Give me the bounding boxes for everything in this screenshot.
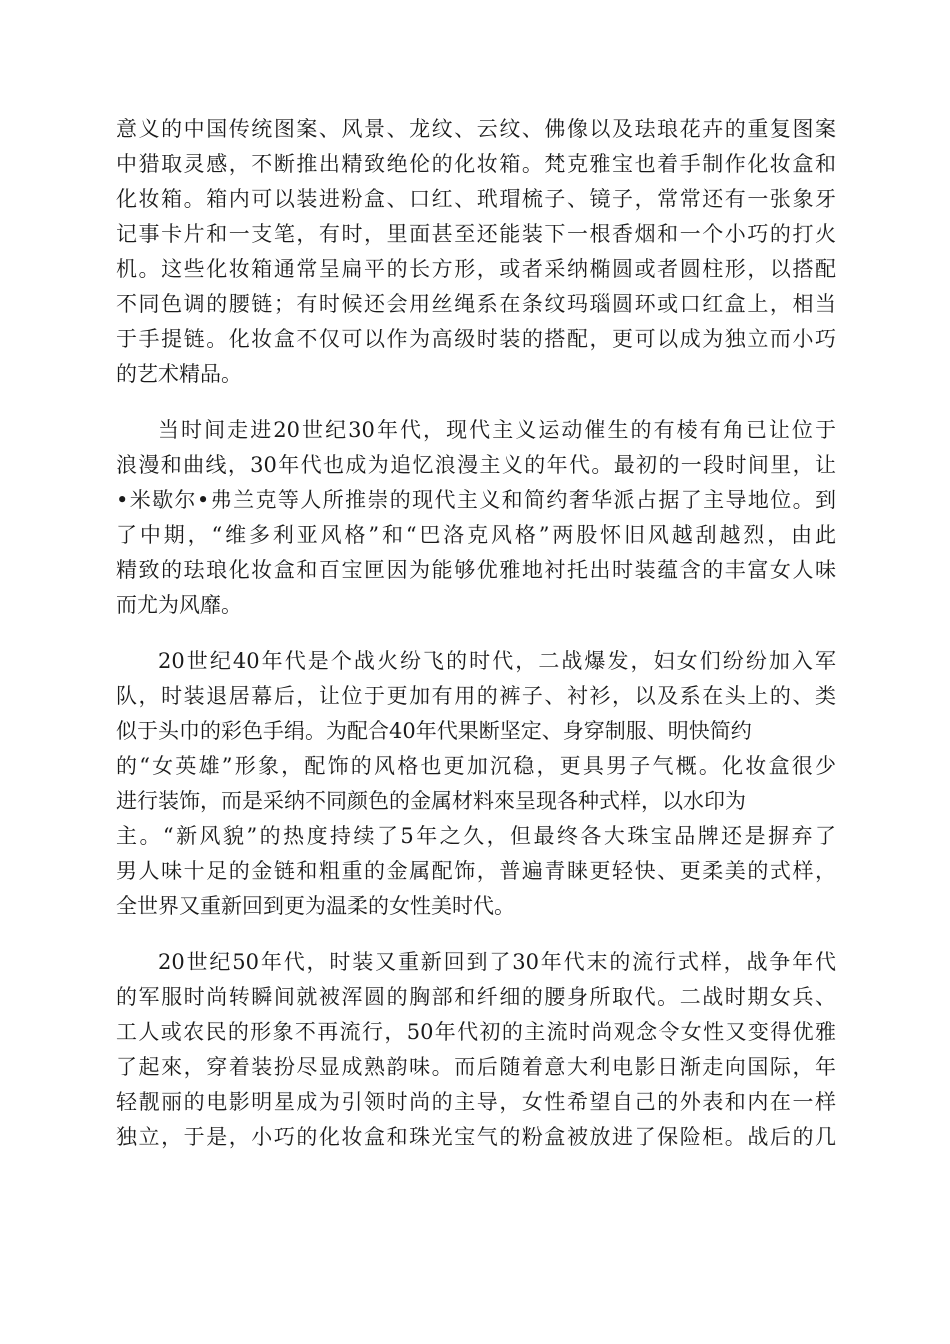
text-line: 的“女英雄”形象，配饰的风格也更加沉稳，更具男子气概。化妆盒很少: [116, 754, 836, 778]
document-page: [116, 112, 836, 1176]
text-line: 似于头巾的彩色手绢。为配合40年代果断坚定、身穿制服、明快简约: [116, 719, 752, 743]
text-line: 独立，于是，小巧的化妆盒和珠光宝气的粉盒被放进了保险柜。战后的几: [116, 1125, 836, 1149]
text-line: 轻靓丽的电影明星成为引领时尚的主导，女性希望自己的外表和内在一样: [116, 1090, 836, 1114]
text-line: 而尤为风靡。: [116, 593, 242, 617]
text-line: 浪漫和曲线，30年代也成为追忆浪漫主义的年代。最初的一段时间里，让: [116, 453, 836, 477]
paragraph-1: [116, 112, 836, 392]
text-line: 全世界又重新回到更为温柔的女性美时代。: [116, 894, 515, 918]
text-line: 当时间走进20世纪30年代，现代主义运动催生的有棱有角已让位于: [158, 418, 836, 442]
text-line: 20世纪50年代，时装又重新回到了30年代末的流行式样，战争年代: [158, 950, 836, 974]
text-line: •米歇尔•弗兰克等人所推崇的现代主义和简约奢华派占据了主导地位。到: [116, 488, 836, 512]
text-line: 化妆箱。箱内可以装进粉盒、口红、玳瑁梳子、镜子，常常还有一张象牙: [116, 187, 836, 211]
text-line: 记事卡片和一支笔，有时，里面甚至还能装下一根香烟和一个小巧的打火: [116, 222, 836, 246]
paragraph-3: [116, 644, 836, 924]
text-line: 于手提链。化妆盒不仅可以作为高级时装的搭配，更可以成为独立而小巧: [116, 327, 836, 351]
paragraph-2: [116, 413, 836, 623]
text-line: 主。“新风貌”的热度持续了5年之久，但最终各大珠宝品牌还是摒弃了: [116, 824, 836, 848]
text-line: 进行装饰，而是采纳不同颜色的金属材料來呈现各种式样，以水印为: [116, 789, 746, 813]
text-line: 了起來，穿着装扮尽显成熟韵味。而后随着意大利电影日渐走向国际，年: [116, 1055, 836, 1079]
text-line: 意义的中国传统图案、风景、龙纹、云纹、佛像以及珐琅花卉的重复图案: [116, 117, 836, 141]
text-line: 的艺术精品。: [116, 362, 242, 386]
paragraph-4: [116, 945, 836, 1155]
text-line: 了中期，“维多利亚风格”和“巴洛克风格”两股怀旧风越刮越烈，由此: [116, 523, 836, 547]
text-line: 不同色调的腰链；有时候还会用丝绳系在条纹玛瑙圆环或口红盒上，相当: [116, 292, 836, 316]
text-line: 机。这些化妆箱通常呈扁平的长方形，或者采纳椭圆或者圆柱形，以搭配: [116, 257, 836, 281]
text-line: 男人味十足的金链和粗重的金属配饰，普遍青睐更轻快、更柔美的式样，: [116, 859, 836, 883]
text-line: 队，时装退居幕后，让位于更加有用的裤子、衬衫，以及系在头上的、类: [116, 684, 836, 708]
text-line: 中猎取灵感，不断推出精致绝伦的化妆箱。梵克雅宝也着手制作化妆盒和: [116, 152, 836, 176]
text-line: 20世纪40年代是个战火纷飞的时代，二战爆发，妇女们纷纷加入军: [158, 649, 836, 673]
text-line: 的军服时尚转瞬间就被浑圆的胸部和纤细的腰身所取代。二战时期女兵、: [116, 985, 836, 1009]
text-line: 精致的珐琅化妆盒和百宝匣因为能够优雅地衬托出时装蕴含的丰富女人味: [116, 558, 836, 582]
text-line: 工人或农民的形象不再流行，50年代初的主流时尚观念令女性又变得优雅: [116, 1020, 836, 1044]
